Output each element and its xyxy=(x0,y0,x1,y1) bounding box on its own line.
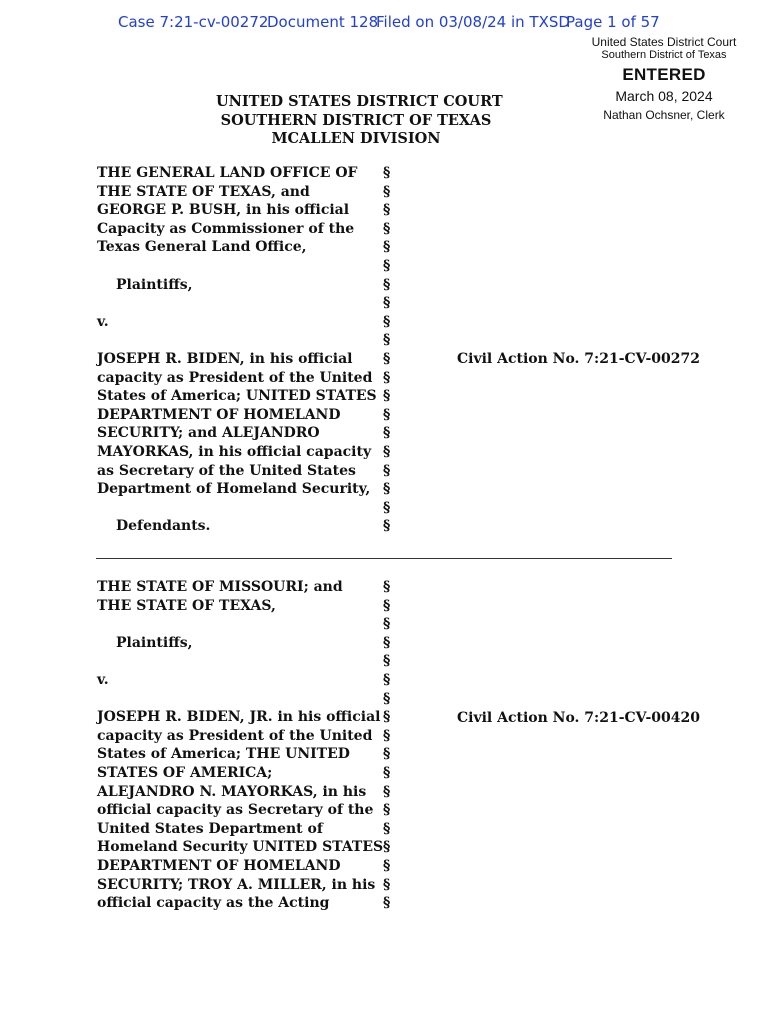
entered-stamp xyxy=(586,36,742,122)
section-symbol: § xyxy=(383,783,391,800)
stamp-district: Southern District of Texas xyxy=(601,49,727,61)
section-symbol: § xyxy=(383,295,391,312)
case2-parties xyxy=(97,578,384,913)
case1-defendant-line: SECURITY; and ALEJANDRO xyxy=(97,425,320,442)
case2-defendant-line: STATES OF AMERICA; xyxy=(97,764,273,781)
section-symbol: § xyxy=(383,388,391,405)
case2-defendant-line: United States Department of xyxy=(97,820,323,837)
section-symbol: § xyxy=(383,425,391,442)
case1-section-column xyxy=(383,164,390,536)
case2-defendant-line: JOSEPH R. BIDEN, JR. in his official xyxy=(97,709,381,726)
case1-civil-action: Civil Action No. 7:21-CV-00272 xyxy=(457,351,701,367)
section-symbol: § xyxy=(383,857,391,874)
case1-defendant-line: capacity as President of the United xyxy=(97,369,373,386)
section-symbol: § xyxy=(383,746,391,763)
court-district: SOUTHERN DISTRICT OF TEXAS xyxy=(220,111,492,129)
case1-plaintiffs-label: Plaintiffs, xyxy=(116,276,193,293)
case2-defendant-line: States of America; THE UNITED xyxy=(97,746,350,763)
section-symbol: § xyxy=(383,579,391,595)
section-symbol: § xyxy=(383,443,391,460)
case1-defendant-line: DEPARTMENT OF HOMELAND xyxy=(97,406,341,423)
case1-parties xyxy=(97,164,377,536)
case-number: Case 7:21-cv-00272 xyxy=(118,13,269,31)
case1-plaintiff-line: Texas General Land Office, xyxy=(97,239,307,256)
section-symbol: § xyxy=(383,499,391,516)
section-symbol: § xyxy=(383,220,391,237)
section-symbol: § xyxy=(383,690,391,707)
case1-versus: v. xyxy=(97,313,109,330)
section-symbol: § xyxy=(383,406,391,423)
section-symbol: § xyxy=(383,350,391,367)
section-symbol: § xyxy=(383,820,391,837)
stamp-date: March 08, 2024 xyxy=(615,88,713,104)
section-symbol: § xyxy=(383,634,391,651)
section-symbol: § xyxy=(383,239,391,256)
section-symbol: § xyxy=(383,276,391,293)
section-symbol: § xyxy=(383,369,391,386)
section-symbol: § xyxy=(383,183,391,200)
case1-defendant-line: as Secretary of the United States xyxy=(97,462,356,479)
case2-defendant-line: Homeland Security UNITED STATES xyxy=(97,839,384,856)
section-symbol: § xyxy=(383,802,391,819)
case1-plaintiff-line: THE STATE OF TEXAS, and xyxy=(97,183,310,200)
section-symbol: § xyxy=(383,616,391,633)
court-division: MCALLEN DIVISION xyxy=(271,130,441,148)
court-heading xyxy=(216,93,503,149)
case2-defendant-line: SECURITY; TROY A. MILLER, in his xyxy=(97,876,376,893)
case1-plaintiff-line: THE GENERAL LAND OFFICE OF xyxy=(97,165,358,181)
case1-defendants-label: Defendants. xyxy=(116,518,211,535)
section-symbol: § xyxy=(383,709,391,726)
section-symbol: § xyxy=(383,481,391,498)
section-symbol: § xyxy=(383,839,391,856)
court-name: UNITED STATES DISTRICT COURT xyxy=(216,93,503,110)
document-number: Document 128 xyxy=(267,13,379,31)
case2-civil-action: Civil Action No. 7:21-CV-00420 xyxy=(457,710,701,726)
case1-defendant-line: MAYORKAS, in his official capacity xyxy=(97,443,372,460)
stamp-clerk: Nathan Ochsner, Clerk xyxy=(603,108,725,122)
case1-plaintiff-line: GEORGE P. BUSH, in his official xyxy=(97,202,350,219)
section-symbol: § xyxy=(383,727,391,744)
section-symbol: § xyxy=(383,764,391,781)
case1-defendant-line: JOSEPH R. BIDEN, in his official xyxy=(97,350,353,367)
section-symbol: § xyxy=(383,462,391,479)
section-symbol: § xyxy=(383,671,391,688)
case1-defendant-line: Department of Homeland Security, xyxy=(97,481,371,498)
case2-plaintiff-line: THE STATE OF MISSOURI; and xyxy=(97,579,343,595)
case2-plaintiffs-label: Plaintiffs, xyxy=(116,634,193,651)
page-count: Page 1 of 57 xyxy=(566,13,660,31)
section-symbol: § xyxy=(383,895,391,912)
section-symbol: § xyxy=(383,597,391,614)
section-symbol: § xyxy=(383,202,391,219)
caption-divider xyxy=(96,558,672,559)
section-symbol: § xyxy=(383,653,391,670)
section-symbol: § xyxy=(383,876,391,893)
section-symbol: § xyxy=(383,313,391,330)
stamp-court: United States District Court xyxy=(591,35,737,49)
case2-defendant-line: official capacity as Secretary of the xyxy=(97,802,374,819)
case1-plaintiff-line: Capacity as Commissioner of the xyxy=(97,220,355,237)
stamp-status: ENTERED xyxy=(622,65,706,84)
case2-defendant-line: ALEJANDRO N. MAYORKAS, in his xyxy=(97,783,367,800)
filed-date: Filed on 03/08/24 in TXSD xyxy=(376,13,570,31)
case2-defendant-line: official capacity as the Acting xyxy=(97,895,330,912)
case2-defendant-line: capacity as President of the United xyxy=(97,727,373,744)
case2-plaintiff-line: THE STATE OF TEXAS, xyxy=(97,597,276,614)
section-symbol: § xyxy=(383,165,391,181)
case1-defendant-line: States of America; UNITED STATES xyxy=(97,388,377,405)
case2-versus: v. xyxy=(97,671,109,688)
case2-defendant-line: DEPARTMENT OF HOMELAND xyxy=(97,857,341,874)
section-symbol: § xyxy=(383,257,391,274)
case2-section-column xyxy=(383,578,390,913)
section-symbol: § xyxy=(383,332,391,349)
section-symbol: § xyxy=(383,518,391,535)
